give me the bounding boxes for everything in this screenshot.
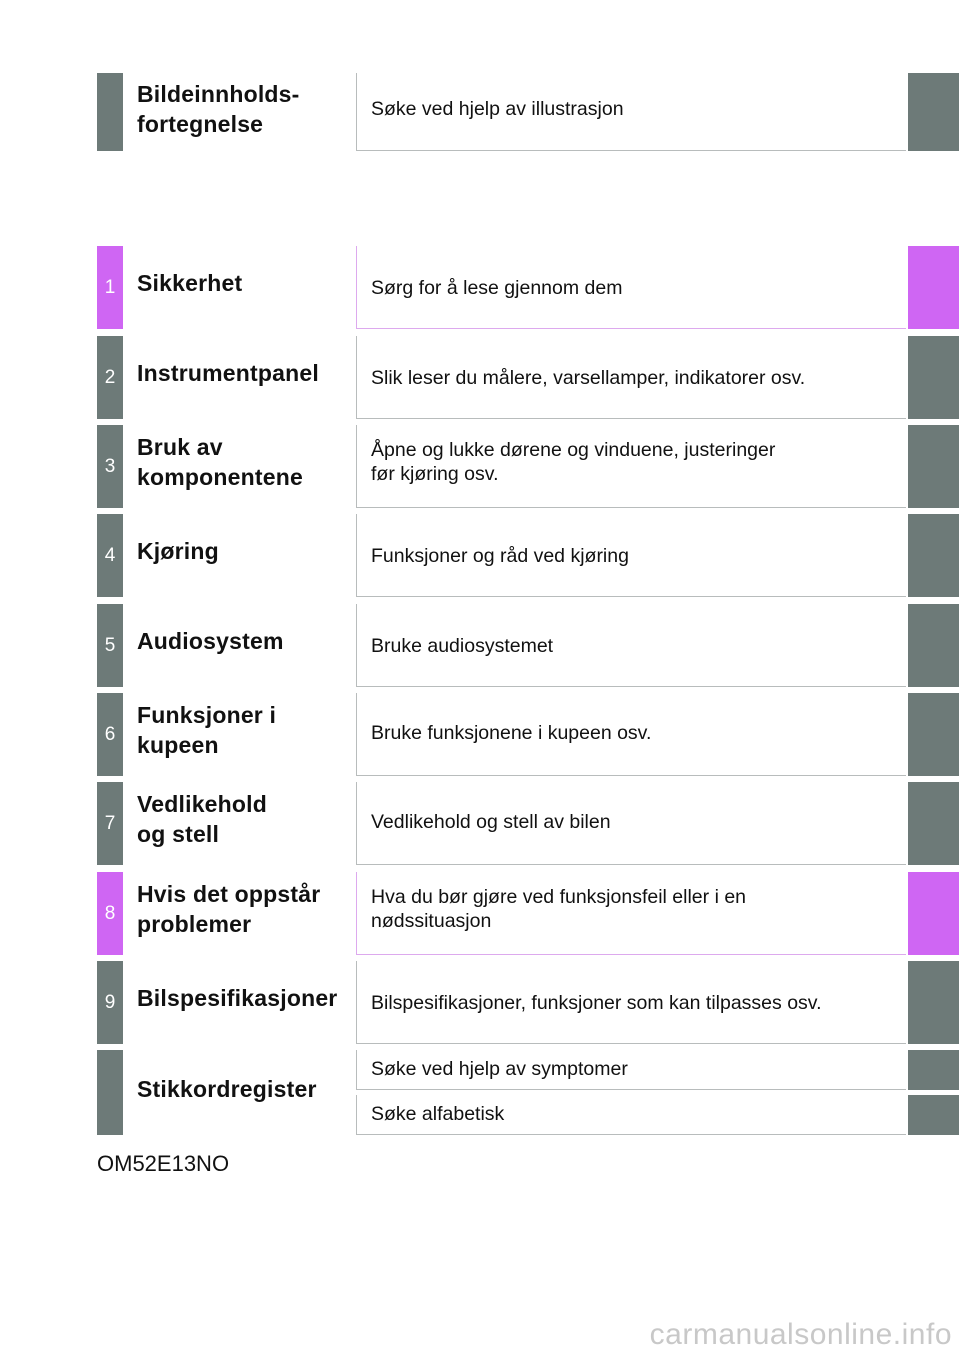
toc-header-row[interactable] <box>97 73 959 151</box>
chapter-side-tab[interactable] <box>908 246 959 329</box>
chapter-description: Bruke funksjonene i kupeen osv. <box>356 693 906 776</box>
chapter-row-5[interactable] <box>97 604 959 687</box>
chapter-number: 6 <box>97 693 123 776</box>
chapter-description: Bilspesifikasjoner, funksjoner som kan tilpasses osv. <box>356 961 906 1044</box>
chapter-description: Hva du bør gjøre ved funksjonsfeil eller i en nødssituasjon <box>356 872 906 955</box>
chapter-side-tab[interactable] <box>908 961 959 1044</box>
index-side-tab-symptoms[interactable] <box>908 1050 959 1090</box>
chapter-number: 9 <box>97 961 123 1044</box>
chapter-title: Hvis det oppstår problemer <box>137 881 321 937</box>
chapter-title: Bruk av komponentene <box>137 434 303 490</box>
chapter-number: 2 <box>97 336 123 419</box>
chapter-title: Audiosystem <box>137 628 284 654</box>
chapter-description: Slik leser du målere, varsellamper, indikatorer osv. <box>356 336 906 419</box>
chapter-side-tab[interactable] <box>908 872 959 955</box>
index-number-tab <box>97 1050 123 1135</box>
chapter-row-7[interactable] <box>97 782 959 865</box>
header-side-tab[interactable] <box>908 73 959 151</box>
chapter-row-6[interactable] <box>97 693 959 776</box>
index-title: Stikkordregister <box>137 1076 317 1102</box>
chapter-row-4[interactable] <box>97 514 959 597</box>
document-code: OM52E13NO <box>97 1151 230 1176</box>
index-item-alphabetical[interactable]: Søke alfabetisk <box>356 1095 906 1135</box>
chapter-side-tab[interactable] <box>908 425 959 508</box>
chapter-description: Funksjoner og råd ved kjøring <box>356 514 906 597</box>
header-number-tab <box>97 73 123 151</box>
chapter-number: 3 <box>97 425 123 508</box>
chapter-title: Sikkerhet <box>137 270 243 296</box>
chapter-title: Funksjoner i kupeen <box>137 702 277 758</box>
chapter-number: 7 <box>97 782 123 865</box>
chapter-side-tab[interactable] <box>908 514 959 597</box>
chapter-title: Kjøring <box>137 538 219 564</box>
chapter-row-9[interactable] <box>97 961 959 1044</box>
chapter-title: Instrumentpanel <box>137 360 319 386</box>
chapter-number: 1 <box>97 246 123 329</box>
chapter-row-1[interactable] <box>97 246 959 329</box>
chapter-side-tab[interactable] <box>908 336 959 419</box>
watermark: carmanualsonline.info <box>649 1318 952 1351</box>
chapter-side-tab[interactable] <box>908 604 959 687</box>
chapter-title: Bilspesifikasjoner <box>137 985 338 1011</box>
chapter-row-2[interactable] <box>97 336 959 419</box>
chapter-number: 4 <box>97 514 123 597</box>
chapter-description: Sørg for å lese gjennom dem <box>356 246 906 329</box>
header-description: Søke ved hjelp av illustrasjon <box>356 73 906 151</box>
chapter-side-tab[interactable] <box>908 782 959 865</box>
index-item-symptoms[interactable]: Søke ved hjelp av symptomer <box>356 1050 906 1090</box>
chapter-number: 8 <box>97 872 123 955</box>
chapter-description: Bruke audiosystemet <box>356 604 906 687</box>
chapter-title: Vedlikehold og stell <box>137 791 268 847</box>
chapter-side-tab[interactable] <box>908 693 959 776</box>
header-title: Bildeinnholds- fortegnelse <box>137 81 300 137</box>
chapter-row-3[interactable] <box>97 425 959 508</box>
index-side-tab-alphabetical[interactable] <box>908 1095 959 1135</box>
chapter-description: Åpne og lukke dørene og vinduene, justeringer før kjøring osv. <box>356 425 906 508</box>
index-row <box>97 1050 959 1135</box>
chapter-number: 5 <box>97 604 123 687</box>
chapter-description: Vedlikehold og stell av bilen <box>356 782 906 865</box>
chapter-row-8[interactable] <box>97 872 959 955</box>
